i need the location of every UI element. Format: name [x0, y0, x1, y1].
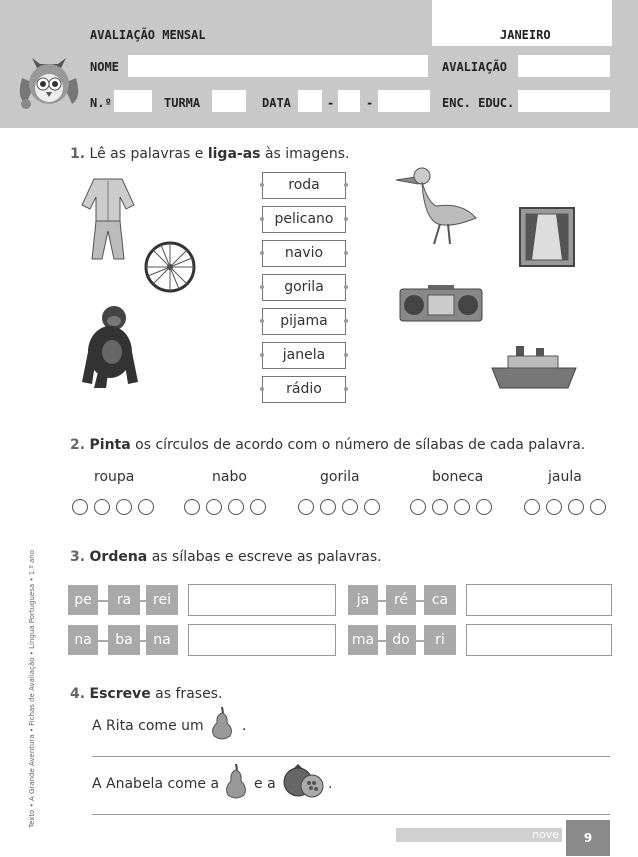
writing-line: [92, 814, 610, 815]
word-label: janela: [282, 347, 326, 363]
syllable-circle[interactable]: [72, 499, 88, 515]
word-label: rádio: [286, 381, 322, 397]
nome-field[interactable]: [128, 55, 428, 77]
syllable-word: boneca: [432, 469, 484, 485]
data-separator: -: [366, 96, 374, 110]
radio-icon: [398, 283, 484, 323]
syllable-word: jaula: [548, 469, 582, 485]
ship-icon: [490, 340, 578, 392]
q4-number: 4.: [70, 686, 86, 702]
syllable-box: ca: [424, 585, 456, 615]
syllable-connector: [378, 640, 386, 642]
pear-icon: [222, 762, 250, 800]
q3-number: 3.: [70, 549, 86, 565]
q1-text-bold: liga-as: [207, 146, 261, 162]
syllable-box: pe: [68, 585, 98, 615]
gorilla-icon: [76, 302, 142, 390]
syllable-word: nabo: [212, 469, 247, 485]
word-box[interactable]: [262, 240, 346, 267]
syllable-connector: [416, 600, 424, 602]
pear-icon: [208, 705, 236, 741]
syllable-circle[interactable]: [590, 499, 606, 515]
syllable-circle[interactable]: [250, 499, 266, 515]
sentence-1-text: A Rita come um: [92, 718, 204, 734]
month-label: JANEIRO: [500, 28, 551, 42]
syllable-box: do: [386, 625, 416, 655]
sentence-2-end: .: [328, 776, 333, 792]
syllable-box: ja: [348, 585, 378, 615]
syllable-box: na: [68, 625, 98, 655]
word-label: gorila: [284, 279, 324, 295]
q2-number: 2.: [70, 437, 86, 453]
data-day-field[interactable]: [298, 90, 322, 112]
syllable-connector: [98, 600, 108, 602]
q1-title: [70, 146, 350, 162]
syllable-circle[interactable]: [320, 499, 336, 515]
turma-field[interactable]: [212, 90, 246, 112]
q4-text-bold: Escreve: [89, 686, 151, 702]
q2-text-post: os círculos de acordo com o número de sílabas de cada palavra.: [130, 437, 586, 453]
syllable-circle[interactable]: [454, 499, 470, 515]
side-credit: Texto • A Grande Aventura • Fichas de Avaliação • Língua Portuguesa • 1.º ano: [28, 549, 36, 828]
pelican-icon: [392, 162, 480, 248]
data-label: DATA: [262, 96, 291, 110]
pajamas-icon: [78, 175, 138, 263]
syllable-word: roupa: [94, 469, 135, 485]
syllable-circle[interactable]: [184, 499, 200, 515]
data-separator: -: [327, 96, 335, 110]
syllable-connector: [416, 640, 424, 642]
word-box[interactable]: [262, 308, 346, 335]
syllable-circle[interactable]: [410, 499, 426, 515]
syllable-word: gorila: [320, 469, 360, 485]
turma-label: TURMA: [164, 96, 201, 110]
word-label: navio: [284, 245, 324, 261]
page-number: 9: [566, 820, 610, 856]
word-box[interactable]: [262, 342, 346, 369]
q1-number: 1.: [70, 146, 86, 162]
word-label: pijama: [280, 313, 328, 329]
word-box[interactable]: [262, 206, 346, 233]
nome-label: NOME: [90, 60, 119, 74]
avaliacao-field[interactable]: [518, 55, 610, 77]
syllable-circle[interactable]: [342, 499, 358, 515]
syllable-circle[interactable]: [476, 499, 492, 515]
window-icon: [518, 206, 576, 268]
q4-text-post: as frases.: [150, 686, 223, 702]
sentence-1-end: .: [242, 718, 247, 734]
data-month-field[interactable]: [338, 90, 360, 112]
syllable-box: ma: [348, 625, 378, 655]
q3-text-bold: Ordena: [89, 549, 148, 565]
word-label: pelicano: [274, 211, 334, 227]
q2-title: [70, 437, 585, 453]
sentence-2-mid: e a: [254, 776, 276, 792]
enc-label: ENC. EDUC.: [442, 96, 515, 110]
syllable-circle[interactable]: [206, 499, 222, 515]
q4-title: [70, 686, 222, 702]
syllable-box: ba: [108, 625, 140, 655]
q3-title: [70, 549, 382, 565]
q1-text-post: às imagens.: [260, 146, 350, 162]
syllable-circle[interactable]: [228, 499, 244, 515]
answer-field[interactable]: [466, 624, 612, 656]
syllable-circle[interactable]: [432, 499, 448, 515]
word-box[interactable]: [262, 376, 346, 403]
syllable-connector: [98, 640, 108, 642]
writing-line: [92, 756, 610, 757]
syllable-box: rei: [146, 585, 178, 615]
circle-groups: [72, 499, 612, 519]
syllable-connector: [378, 600, 386, 602]
syllable-box: na: [146, 625, 178, 655]
syllable-circle[interactable]: [298, 499, 314, 515]
q1-text-pre: Lê as palavras e: [89, 146, 208, 162]
syllable-circle[interactable]: [364, 499, 380, 515]
owl-mascot-icon: [14, 48, 84, 114]
word-box[interactable]: [262, 172, 346, 199]
wheel-icon: [143, 240, 197, 294]
page-title: AVALIAÇÃO MENSAL: [90, 28, 206, 42]
sentence-2-text: A Anabela come a: [92, 776, 220, 792]
page-word: nove: [532, 828, 559, 841]
data-year-field[interactable]: [378, 90, 430, 112]
syllable-circle[interactable]: [94, 499, 110, 515]
avaliacao-label: AVALIAÇÃO: [442, 60, 508, 74]
answer-field[interactable]: [188, 624, 336, 656]
syllable-circle[interactable]: [116, 499, 132, 515]
q2-text-bold: Pinta: [89, 437, 131, 453]
q3-text-post: as sílabas e escreve as palavras.: [147, 549, 382, 565]
syllable-circle[interactable]: [546, 499, 562, 515]
syllable-circle[interactable]: [138, 499, 154, 515]
answer-field[interactable]: [188, 584, 336, 616]
syllable-box: ri: [424, 625, 456, 655]
syllable-circle[interactable]: [568, 499, 584, 515]
answer-field[interactable]: [466, 584, 612, 616]
numero-field[interactable]: [114, 90, 152, 112]
word-label: roda: [288, 177, 320, 193]
syllable-box: ré: [386, 585, 416, 615]
syllable-box: ra: [108, 585, 140, 615]
enc-field[interactable]: [518, 90, 610, 112]
word-box[interactable]: [262, 274, 346, 301]
pomegranate-icon: [282, 762, 326, 800]
syllable-circle[interactable]: [524, 499, 540, 515]
numero-label: N.º: [90, 96, 112, 110]
